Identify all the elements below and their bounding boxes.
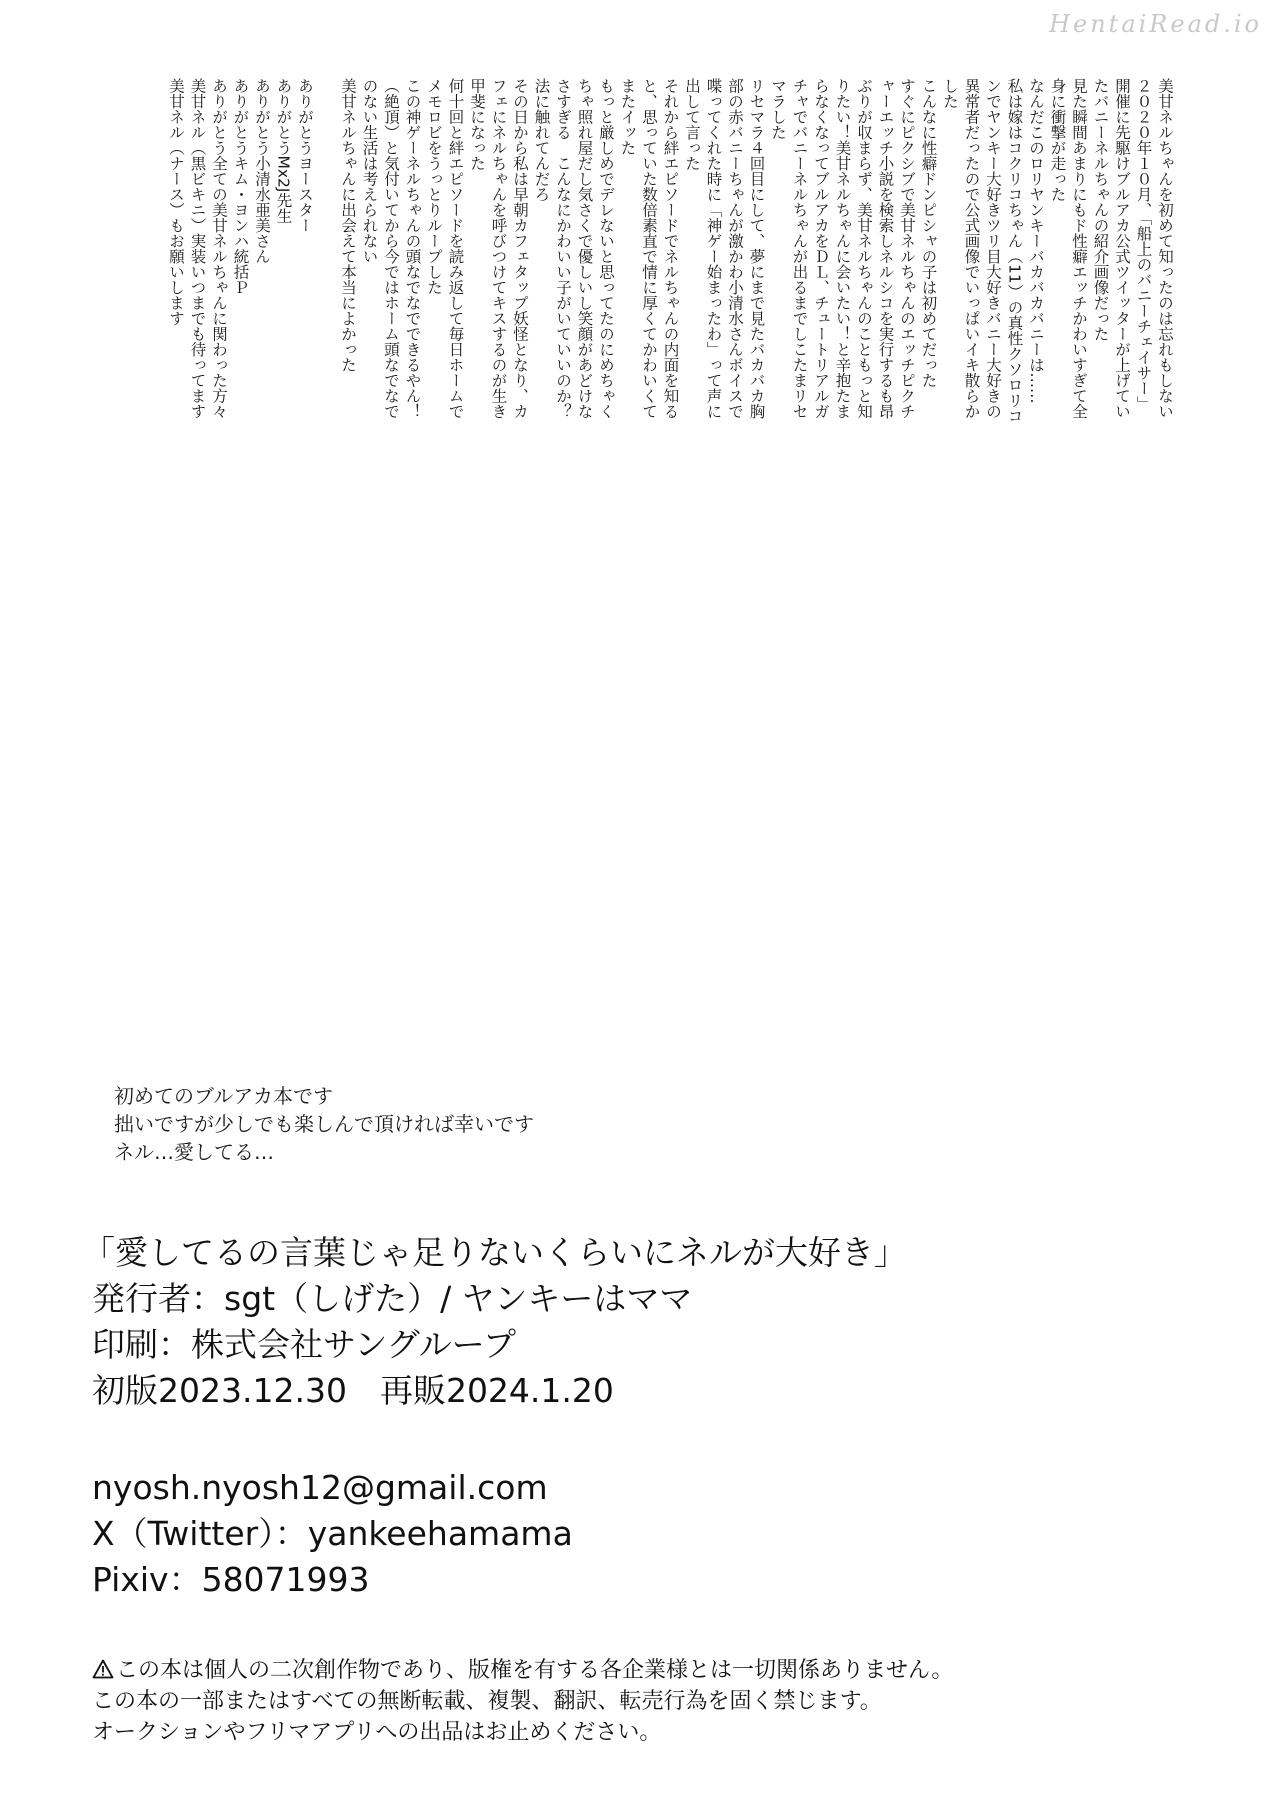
- twitter-handle: X（Twitter）：yankeehamama: [92, 1514, 573, 1553]
- disclaimer-line: [92, 1655, 953, 1686]
- afterword-vertical-text: [167, 78, 1175, 848]
- afterword-line: 美甘ネルちゃんに出会えて本当によかった: [339, 78, 357, 373]
- afterword-line: ャーエッチ小説を検索しネルシコを実行するも昂: [876, 78, 895, 419]
- afterword-line: なんだこのロリヤンキーバカバカバニーは……: [1027, 78, 1045, 404]
- note-line: 初めてのブルアカ本です: [114, 1084, 333, 1108]
- afterword-gap: [315, 78, 337, 848]
- afterword-line: と、思っていた数倍素直で情に厚くてかわいくて: [640, 78, 658, 419]
- afterword-line: さすぎる こんなにかわいい子がいていいのか？: [554, 78, 572, 419]
- watermark-text: HentaiRead.io: [1049, 10, 1262, 38]
- afterword-line: ありがとう全ての美甘ネルちゃんに関わった方々: [210, 78, 228, 419]
- contact-info: [92, 1465, 573, 1603]
- disclaimer-text: この本は個人の二次創作物であり、版権を有する各企業様とは一切関係ありません。: [116, 1658, 954, 1683]
- afterword-line: ありがとうキム・ヨンハ統括Ｐ: [231, 78, 250, 295]
- afterword-line: チャでバニーネルちゃんが出るまでしこたまリセ: [790, 78, 809, 419]
- edition-line: 初版2023.12.30 再販2024.1.20: [92, 1371, 614, 1410]
- afterword-line: メモロビをうっとりループした: [425, 78, 443, 295]
- afterword-line: こんなに性癖ドンピシャの子は初めてだった: [919, 78, 938, 388]
- afterword-line: ぶりが収まらず、美甘ネルちゃんのこともっと知: [855, 78, 873, 419]
- afterword-line: 美甘ネル（ナース）もお願いします: [167, 78, 185, 326]
- afterword-line: マラした: [769, 78, 787, 140]
- printer-line: 印刷：株式会社サングループ: [92, 1325, 517, 1364]
- afterword-line: した: [941, 78, 959, 109]
- afterword-line: またイッた: [618, 78, 637, 156]
- afterword-line: ありがとうMx2J先生: [274, 78, 293, 224]
- author-note: [114, 1082, 534, 1166]
- afterword-line: もっと厳しめでデレないと思ってたのにめちゃく: [597, 78, 615, 419]
- disclaimer-line: [92, 1686, 953, 1717]
- disclaimer-text: オークションやフリマアプリへの出品はお止めください。: [92, 1720, 662, 1745]
- email-address: nyosh.nyosh12@gmail.com: [92, 1468, 548, 1507]
- afterword-line: たバニーネルちゃんの紹介画像だった: [1091, 78, 1110, 342]
- afterword-line: ありがとうヨースター: [296, 78, 314, 233]
- afterword-line: この神ゲーネルちゃんの頭なでなでできるやん！: [403, 78, 422, 419]
- afterword-line: 甲斐になった: [468, 78, 486, 171]
- afterword-line: 異常者だったので公式画像でいっぱいイキ散らか: [962, 78, 981, 419]
- pixiv-id: Pixiv：58071993: [92, 1560, 370, 1599]
- note-line: 拙いですが少しでも楽しんで頂ければ幸いです: [114, 1112, 534, 1136]
- afterword-line: ありがとう小清水亜美さん: [253, 78, 271, 264]
- afterword-line: （絶頂）と気付いてから今ではホーム頭なでなで: [382, 78, 400, 419]
- afterword-line: 部の赤バニーちゃんが激かわ小清水さんボイスで: [726, 78, 744, 419]
- afterword-line: ちゃ照れ屋だし気さくで優しいし笑顔があどけな: [575, 78, 594, 419]
- afterword-line: 身に衝撃が走った: [1048, 78, 1067, 202]
- disclaimer-line: [92, 1717, 953, 1748]
- colophon: [82, 1230, 907, 1414]
- publisher-line: 発行者：sgt（しげた）/ ヤンキーはママ: [92, 1279, 693, 1318]
- afterword-line: その日から私は早朝カフェタップ妖怪となり、カ: [511, 78, 529, 419]
- afterword-line: フェにネルちゃんを呼びつけてキスするのが生き: [489, 78, 508, 419]
- afterword-line: 私は嫁はコクリコちゃん（11）の真性クソロリコ: [1005, 78, 1024, 424]
- afterword-line: 見た瞬間あまりにもド性癖エッチかわいすぎて全: [1070, 78, 1088, 419]
- book-title: 「愛してるの言葉じゃ足りないくらいにネルが大好き」: [82, 1233, 907, 1272]
- afterword-line: ンでヤンキー大好きツリ目大好きバニー大好きの: [984, 78, 1002, 419]
- afterword-line: それから絆エピソードでネルちゃんの内面を知る: [661, 78, 680, 419]
- afterword-line: すぐにピクシブで美甘ネルちゃんのエッチピクチ: [898, 78, 916, 419]
- afterword-line: 出して言った: [683, 78, 701, 171]
- afterword-line: のない生活は考えられない: [360, 78, 379, 264]
- afterword-line: りたい！美甘ネルちゃんに会いたい！と辛抱たま: [833, 78, 852, 419]
- afterword-line: 美甘ネルちゃんを初めて知ったのは忘れもしない: [1156, 78, 1174, 419]
- note-line: ネル…愛してる…: [114, 1140, 274, 1164]
- disclaimer-text: この本の一部またはすべての無断転載、複製、翻訳、転売行為を固く禁じます。: [92, 1689, 882, 1714]
- afterword-line: ２０２０年１０月、「船上のバニーチェイサー」: [1134, 78, 1153, 412]
- afterword-line: 喋ってくれた時に「神ゲー始まったわ」って声に: [704, 78, 723, 419]
- afterword-line: 美甘ネル（黒ビキニ）実装いつまでも待ってます: [188, 78, 207, 419]
- afterword-line: 何十回と絆エピソードを読み返して毎日ホームで: [446, 78, 465, 419]
- afterword-line: 開催に先駆けブルアカ公式ツイッターが上げてい: [1113, 78, 1131, 419]
- disclaimer: [92, 1655, 953, 1748]
- afterword-line: リセマラ４回目にして、夢にまで見たバカバカ胸: [747, 78, 766, 419]
- warning-icon: [92, 1657, 114, 1677]
- afterword-line: らなくなってブルアカをＤＬ、チュートリアルガ: [812, 78, 830, 419]
- afterword-line: 法に触れてんだろ: [532, 78, 551, 202]
